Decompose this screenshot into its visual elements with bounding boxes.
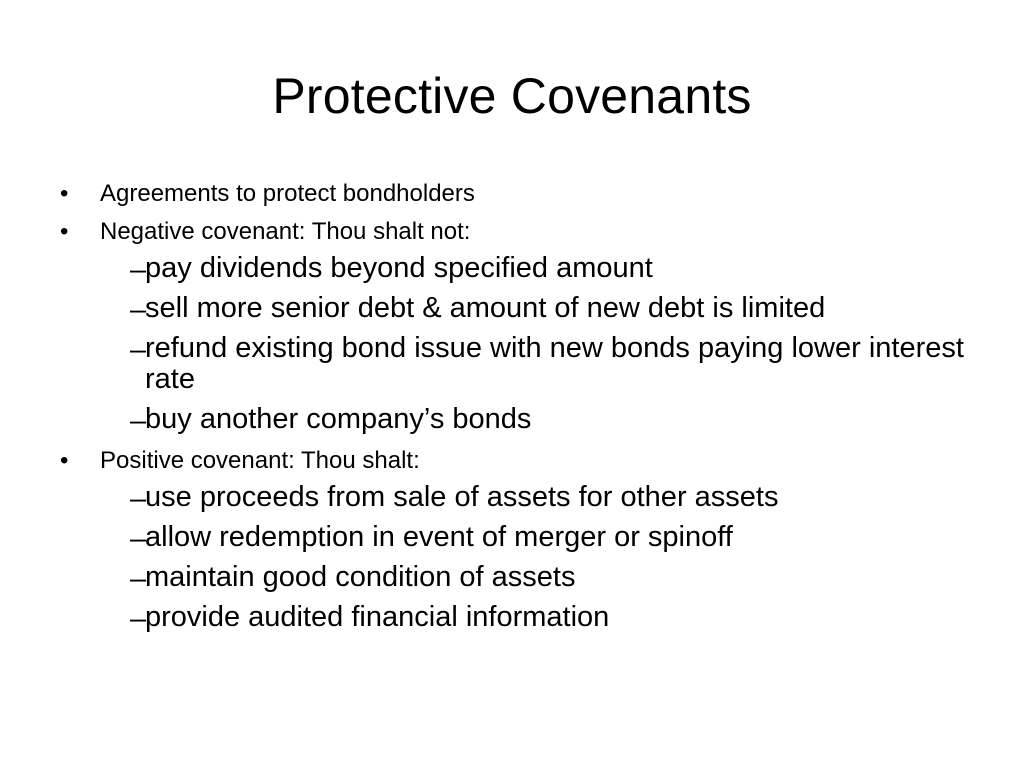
sub-bullet-text: pay dividends beyond specified amount [145,252,653,284]
sub-bullet-item [130,291,980,331]
dash-icon: – [130,405,147,437]
sub-bullet-list [130,480,980,640]
bullet-dot-icon: • [60,180,69,207]
bullet-item [60,213,980,251]
dash-icon: – [130,294,147,326]
bullet-item [60,442,980,480]
sub-bullet-item [130,251,980,291]
sub-bullet-item [130,600,980,640]
bullet-dot-icon: • [60,447,69,474]
sub-bullet-item [130,402,980,442]
dash-icon: – [130,523,147,555]
bullet-text: Agreements to protect bondholders [100,180,475,207]
sub-bullet-text: allow redemption in event of merger or spinoff [145,521,733,553]
dash-icon: – [130,603,147,635]
slide-title: Protective Covenants [272,68,752,124]
sub-bullet-text: sell more senior debt & amount of new debt is limited [145,292,826,324]
sub-bullet-item [130,520,980,560]
sub-bullet-item [130,331,980,402]
dash-icon: – [130,563,147,595]
dash-icon: – [130,483,147,515]
sub-bullet-list [130,251,980,442]
sub-bullet-item [130,560,980,600]
dash-icon: – [130,334,147,366]
dash-icon: – [130,254,147,286]
sub-bullet-text: use proceeds from sale of assets for other assets [145,481,779,513]
sub-bullet-item [130,480,980,520]
sub-bullet-text: buy another company’s bonds [145,403,532,435]
sub-bullet-text: provide audited financial information [145,601,610,633]
bullet-text: Negative covenant: Thou shalt not: [100,218,471,245]
sub-bullet-text: maintain good condition of assets [145,561,576,593]
bullet-list [60,175,980,640]
bullet-item [60,175,980,213]
sub-bullet-text: refund existing bond issue with new bonds paying lower interest rate [145,332,964,395]
bullet-dot-icon: • [60,218,69,245]
bullet-text: Positive covenant: Thou shalt: [100,447,420,474]
